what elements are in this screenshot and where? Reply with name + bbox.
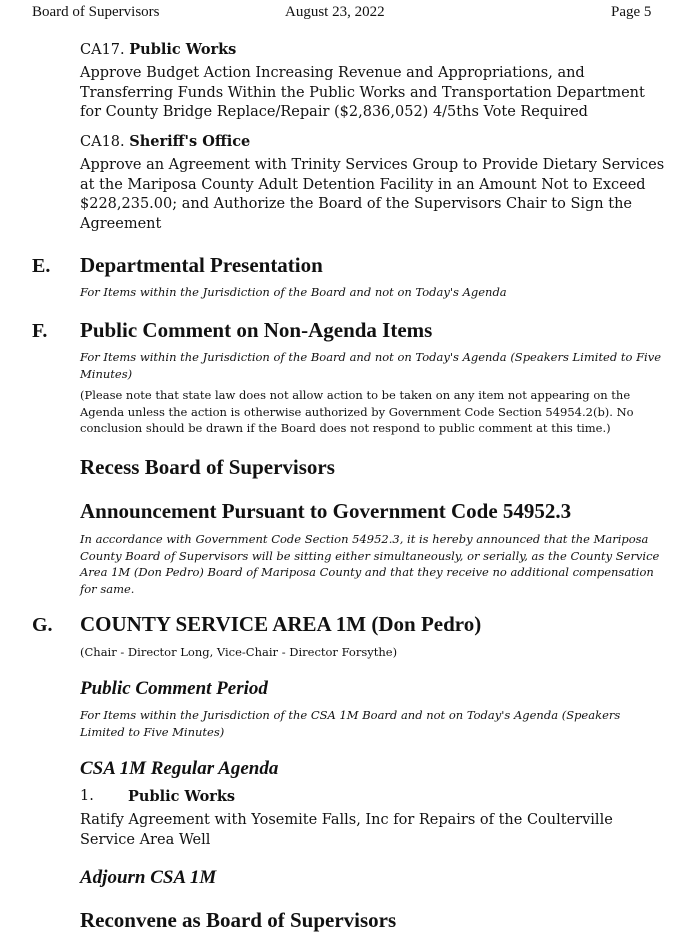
item-ca17-number: CA17. — [80, 42, 125, 58]
item-ca18-dept: Sheriff's Office — [129, 133, 251, 150]
csa-regular-agenda-title: CSA 1M Regular Agenda — [80, 758, 279, 779]
recess-title: Recess Board of Supervisors — [80, 455, 335, 479]
item-ca17-dept: Public Works — [129, 41, 237, 58]
public-comment-period-title: Public Comment Period — [80, 678, 268, 699]
section-f-note: For Items within the Jurisdiction of the Board and not on Today's Agenda (Speakers Limited to Five Minutes) — [80, 350, 662, 381]
section-f-title: Public Comment on Non-Agenda Items — [80, 318, 433, 342]
header-date: August 23, 2022 — [285, 4, 385, 20]
header-page-number: Page 5 — [611, 4, 652, 20]
section-g-letter: G. — [32, 614, 53, 636]
item-ca17-text: Approve Budget Action Increasing Revenue and Appropriations, and Transferring Funds Within the Public Works and Transportation Department for County Bridge Replace/Repair ($2,836,052) 4/5ths Vote Required — [80, 65, 645, 120]
section-f-letter: F. — [32, 320, 48, 342]
item-ca18-heading — [80, 132, 250, 153]
item-ca17-heading — [80, 40, 236, 61]
item-ca18-number: CA18. — [80, 134, 125, 150]
reconvene-title: Reconvene as Board of Supervisors — [80, 908, 397, 932]
announcement-title: Announcement Pursuant to Government Code 54952.3 — [80, 499, 572, 523]
section-g-chairs: (Chair - Director Long, Vice-Chair - Director Forsythe) — [80, 645, 398, 659]
csa-item-number: 1. — [80, 788, 94, 804]
section-f-disclaimer: (Please note that state law does not allow action to be taken on any item not appearing on the Agenda unless the action is otherwise authorized by Government Code Section 54954.2(b). No conclusion should be drawn if the Board does not respond to public comment at this time.) — [80, 388, 634, 435]
csa-item-dept: Public Works — [128, 788, 236, 805]
header-board-name: Board of Supervisors — [32, 4, 160, 20]
csa-item-text: Ratify Agreement with Yosemite Falls, Inc for Repairs of the Coulterville Service Area Well — [80, 812, 613, 848]
announcement-text: In accordance with Government Code Section 54952.3, it is hereby announced that the Mariposa County Board of Supervisors will be sitting either simultaneously, or serially, as the County Service Area 1M (Don Pedro) Board of Mariposa County and that they receive no additional compensation for same. — [80, 532, 660, 596]
item-ca18-text: Approve an Agreement with Trinity Services Group to Provide Dietary Services at the Mariposa County Adult Detention Facility in an Amount Not to Exceed $228,235.00; and Authorize the Board of the Supervisors Chair to Sign the Agreement — [80, 157, 665, 232]
section-e-title: Departmental Presentation — [80, 253, 323, 277]
adjourn-csa-title: Adjourn CSA 1M — [80, 867, 217, 888]
public-comment-period-note: For Items within the Jurisdiction of the CSA 1M Board and not on Today's Agenda (Speakers Limited to Five Minutes) — [80, 708, 621, 739]
section-e-note: For Items within the Jurisdiction of the Board and not on Today's Agenda — [80, 285, 507, 299]
section-g-title: COUNTY SERVICE AREA 1M (Don Pedro) — [80, 612, 482, 636]
section-e-letter: E. — [32, 255, 51, 277]
